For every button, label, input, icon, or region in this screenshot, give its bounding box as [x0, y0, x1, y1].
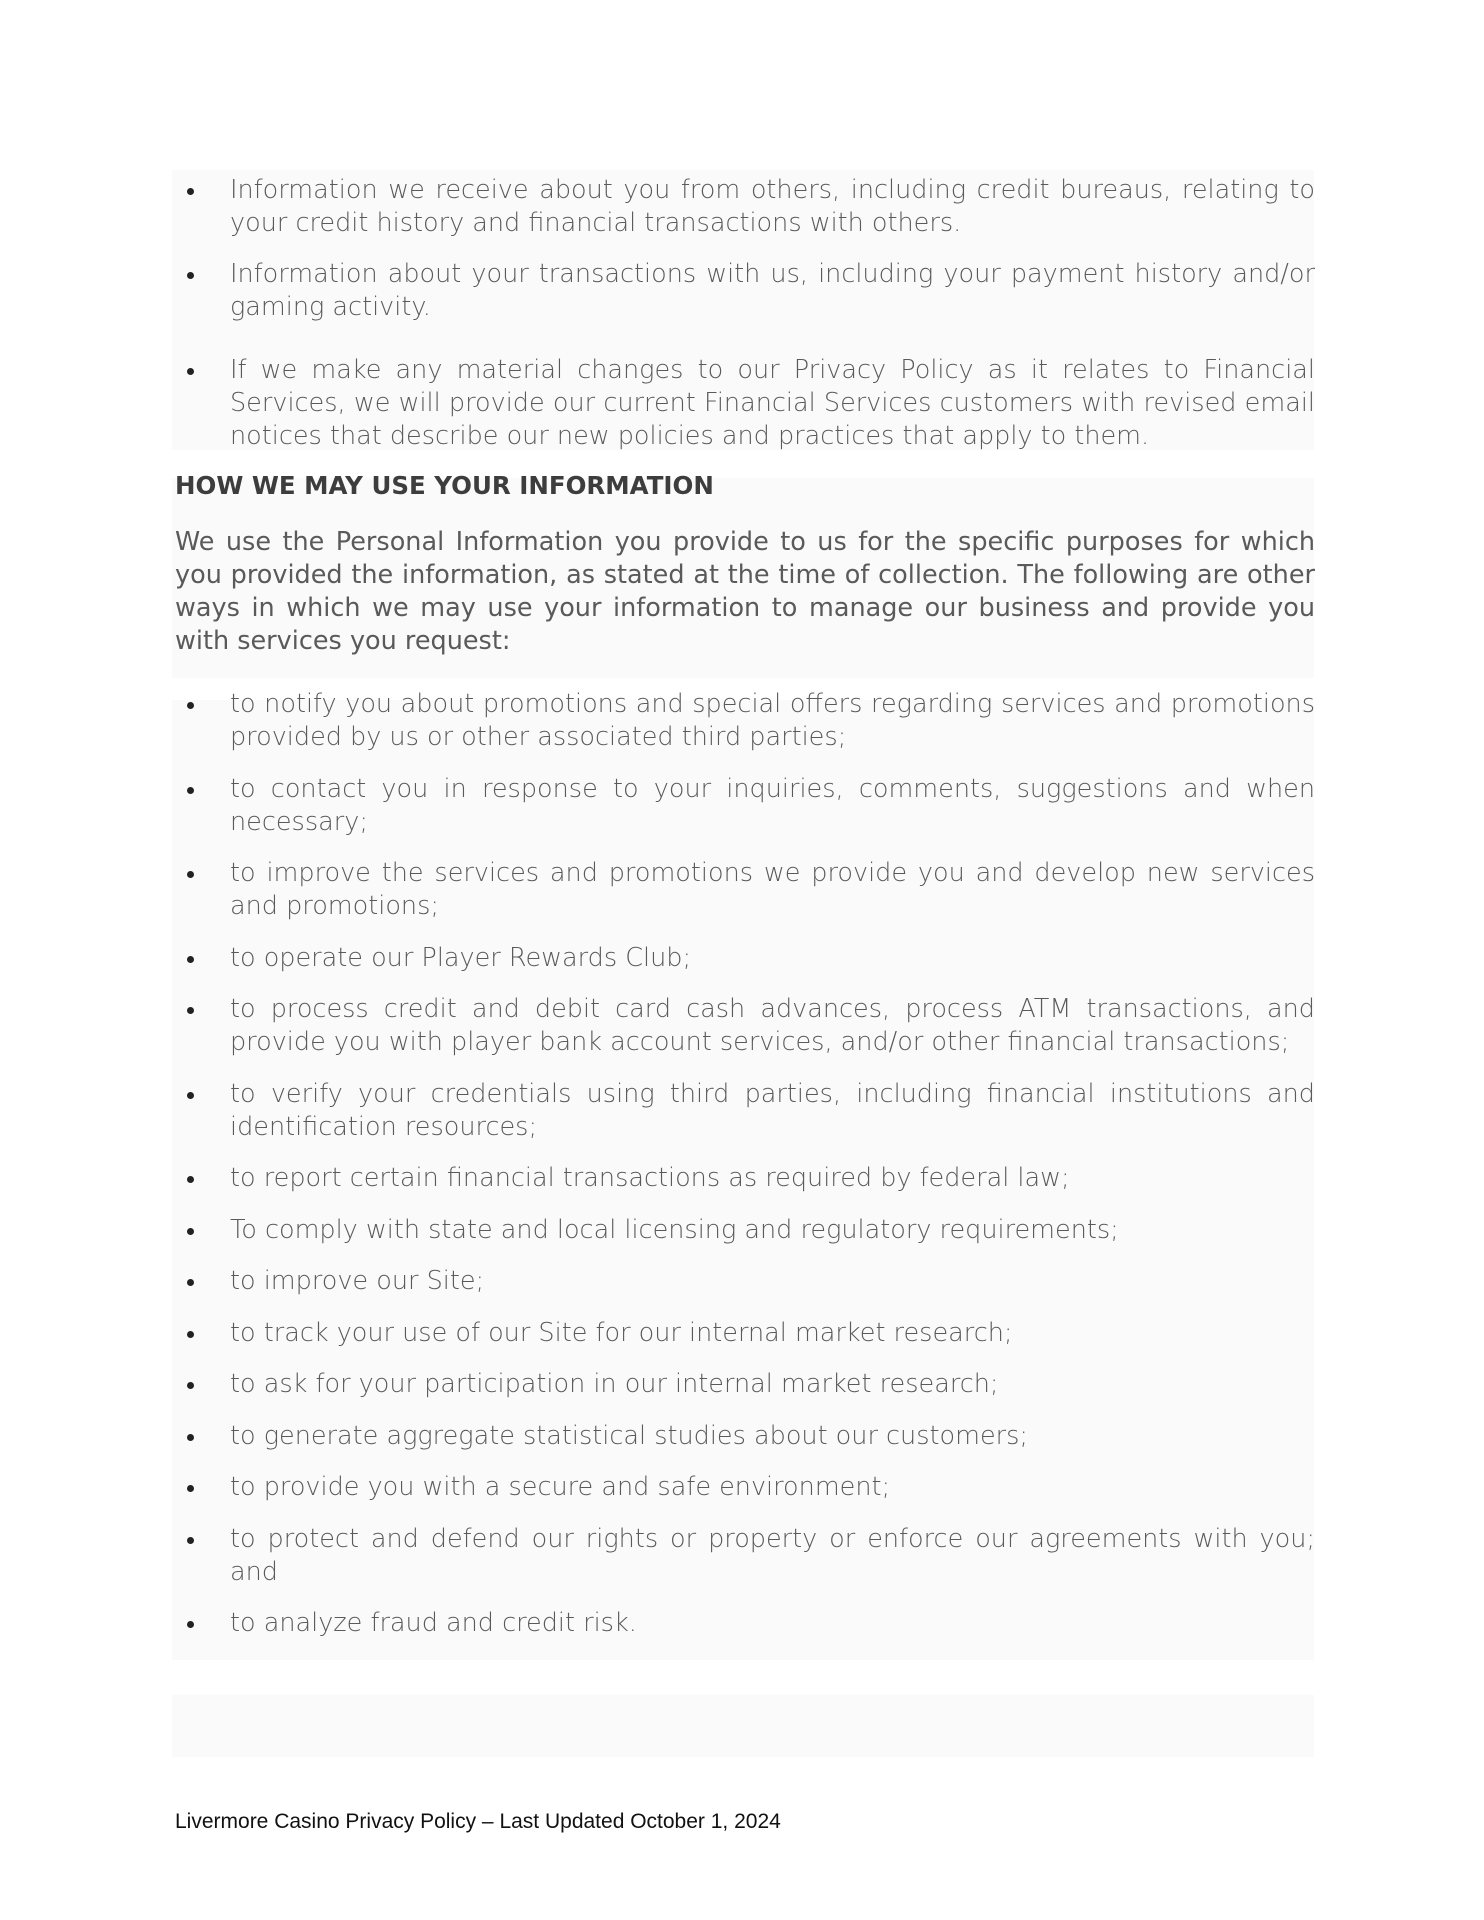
list-item-text: to contact you in response to your inquiries, comments, suggestions and when necessary; [230, 773, 1315, 837]
bullet-icon [187, 956, 194, 963]
list-item-text: to provide you with a secure and safe environment; [230, 1472, 891, 1502]
list-item-text: to verify your credentials using third parties, including financial institutions and identification resources; [230, 1078, 1315, 1142]
list-item-text: to report certain financial transactions as required by federal law; [230, 1163, 1070, 1193]
list-item [175, 857, 1315, 923]
top-bullet-list [175, 174, 1315, 453]
bullet-icon [187, 1092, 194, 1099]
list-item [175, 1523, 1315, 1589]
bullet-icon [187, 871, 194, 878]
list-item [175, 258, 1315, 324]
list-item-text: to generate aggregate statistical studies about our customers; [230, 1420, 1028, 1451]
bullet-icon [187, 1007, 194, 1014]
bullet-icon [187, 787, 194, 794]
list-item [175, 993, 1315, 1059]
list-item-text: to process credit and debit card cash advances, process ATM transactions, and provide you with player bank account services, and/or other financial transactions; [230, 994, 1315, 1057]
bullet-icon [187, 1279, 194, 1286]
list-item-text: Information we receive about you from others, including credit bureaus, relating to your credit history and financial transactions with others. [230, 175, 1315, 238]
list-item [175, 1162, 1315, 1195]
list-item-text: to improve the services and promotions we provide you and develop new services and promotions; [230, 858, 1315, 921]
list-item [175, 1078, 1315, 1144]
list-item [175, 1317, 1315, 1350]
list-item-text: If we make any material changes to our Privacy Policy as it relates to Financial Services, we will provide our current Financial Services customers with revised email notices that describe our new policies and practices that apply to them. [230, 355, 1315, 451]
list-item-text: Information about your transactions with us, including your payment history and/or gaming activity. [230, 259, 1315, 322]
background-band-empty [172, 1695, 1314, 1757]
uses-bullet-list [175, 688, 1315, 1640]
section-intro-paragraph: We use the Personal Information you provide to us for the specific purposes for which you provided the information, as stated at the time of collection. The following are other ways in which we may use your information to manage our business and provide you with services you request: [175, 527, 1315, 656]
bullet-icon [187, 272, 194, 279]
list-item [175, 1265, 1315, 1298]
list-item [175, 1368, 1315, 1401]
list-item-text: to operate our Player Rewards Club; [230, 942, 692, 973]
list-item-text: to track your use of our Site for our internal market research; [230, 1317, 1013, 1348]
section-heading: HOW WE MAY USE YOUR INFORMATION [175, 471, 714, 500]
list-item [175, 1214, 1315, 1247]
list-item [175, 354, 1315, 453]
bullet-icon [187, 1382, 194, 1389]
list-item-text: to ask for your participation in our internal market research; [230, 1369, 999, 1399]
list-item-text: to analyze fraud and credit risk. [230, 1608, 637, 1638]
list-item-text: To comply with state and local licensing and regulatory requirements; [230, 1214, 1119, 1245]
list-item [175, 1420, 1315, 1453]
bullet-icon [187, 1621, 194, 1628]
list-item [175, 688, 1315, 754]
list-item [175, 1607, 1315, 1640]
bullet-icon [187, 702, 194, 709]
list-item-text: to protect and defend our rights or property or enforce our agreements with you; and [230, 1523, 1315, 1587]
bullet-icon [187, 1434, 194, 1441]
bullet-icon [187, 1228, 194, 1235]
list-item-text: to notify you about promotions and special offers regarding services and promotions provided by us or other associated third parties; [230, 689, 1315, 752]
list-item [175, 942, 1315, 975]
list-item [175, 174, 1315, 240]
list-item [175, 1471, 1315, 1504]
bullet-icon [187, 1176, 194, 1183]
list-item-text: to improve our Site; [230, 1266, 485, 1296]
list-item [175, 773, 1315, 839]
bullet-icon [187, 368, 194, 375]
bullet-icon [187, 188, 194, 195]
bullet-icon [187, 1331, 194, 1338]
page-footer: Livermore Casino Privacy Policy – Last Updated October 1, 2024 [175, 1810, 781, 1833]
document-body [175, 174, 1315, 1659]
bullet-icon [187, 1485, 194, 1492]
bullet-icon [187, 1537, 194, 1544]
